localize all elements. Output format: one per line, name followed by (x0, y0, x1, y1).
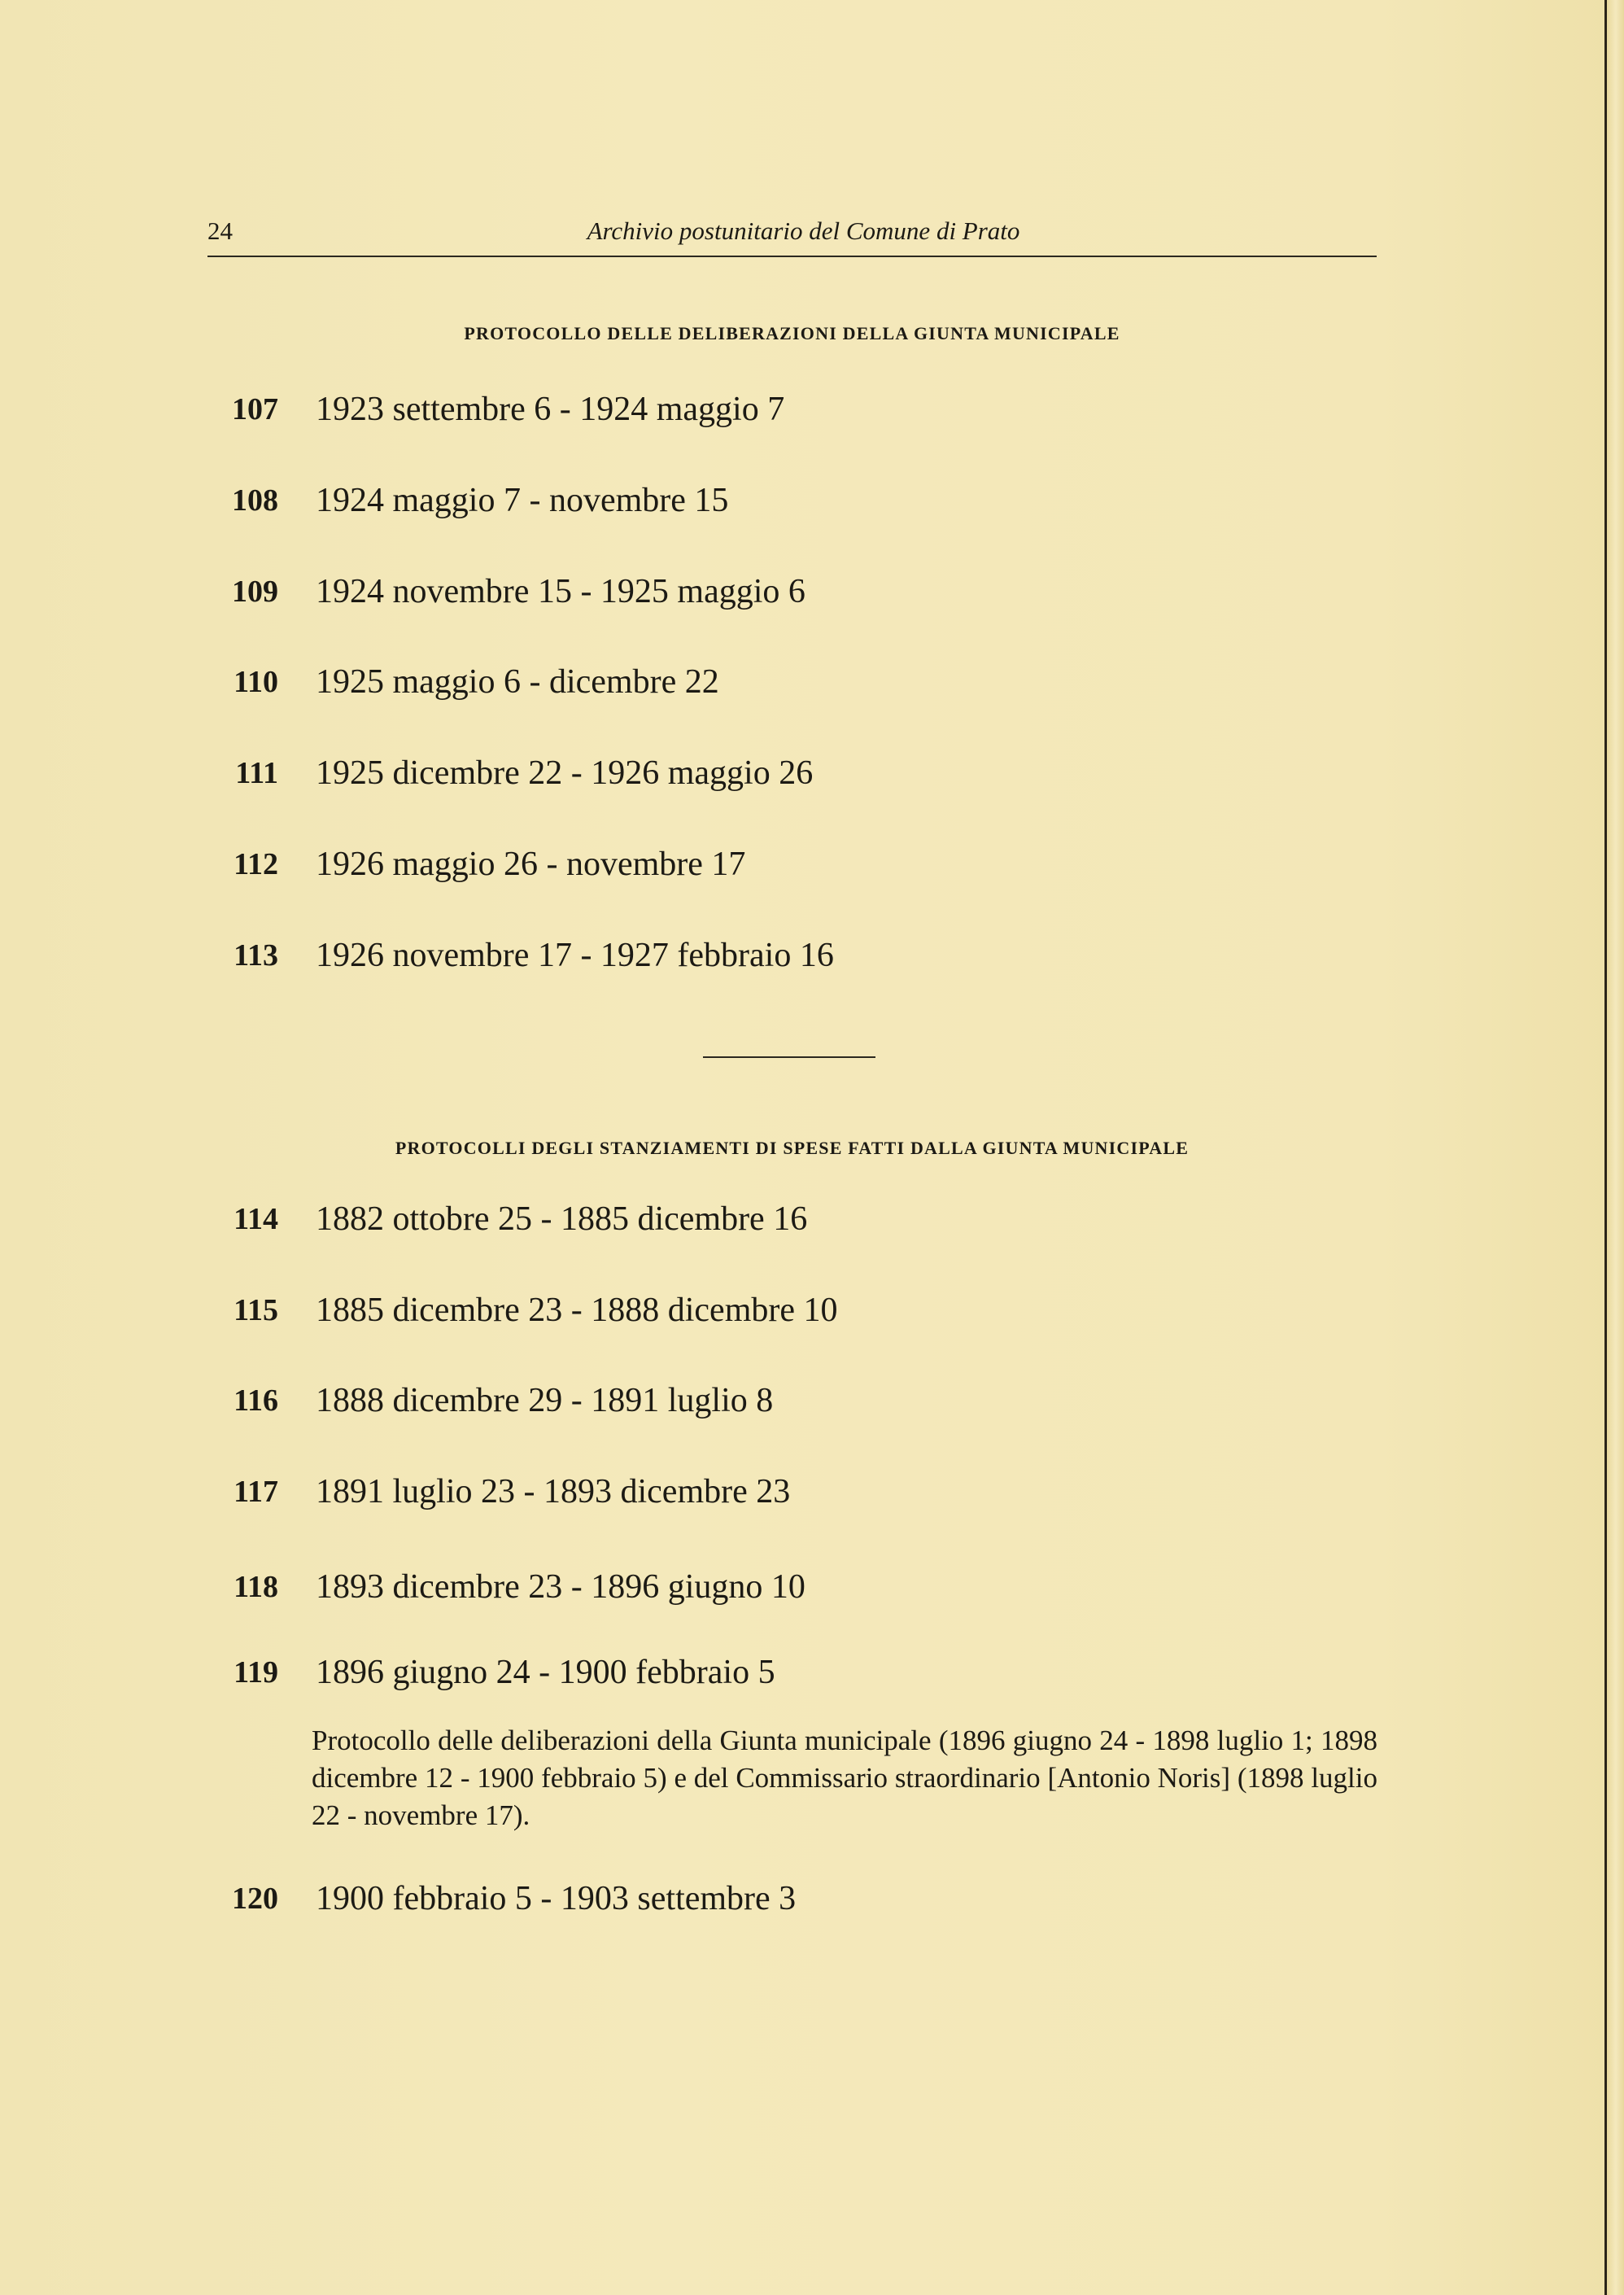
entry-dates: 1924 novembre 15 - 1925 maggio 6 (316, 573, 805, 610)
entry-dates: 1891 luglio 23 - 1893 dicembre 23 (316, 1473, 791, 1510)
entry-number: 116 (234, 1384, 278, 1418)
section-heading-deliberazioni: PROTOCOLLO DELLE DELIBERAZIONI DELLA GIUNTA MUNICIPALE (464, 323, 1120, 343)
entry-number: 112 (234, 847, 278, 881)
entry-dates: 1924 maggio 7 - novembre 15 (316, 482, 729, 519)
entry-number: 120 (232, 1882, 278, 1916)
running-title: Archivio postunitario del Comune di Prato (587, 216, 1020, 245)
entry-number: 113 (234, 938, 278, 973)
entry-dates: 1900 febbraio 5 - 1903 settembre 3 (316, 1880, 797, 1917)
entry-dates: 1926 maggio 26 - novembre 17 (316, 846, 746, 883)
entry-dates: 1882 ottobre 25 - 1885 dicembre 16 (316, 1200, 808, 1238)
entry-number: 119 (234, 1655, 278, 1690)
entry-dates: 1893 dicembre 23 - 1896 giugno 10 (316, 1568, 805, 1606)
entry-dates: 1925 maggio 6 - dicembre 22 (316, 663, 719, 701)
entry-dates: 1926 novembre 17 - 1927 febbraio 16 (316, 937, 834, 974)
entry-number: 108 (232, 483, 278, 518)
entry-dates: 1888 dicembre 29 - 1891 luglio 8 (316, 1382, 774, 1419)
entry-dates: 1885 dicembre 23 - 1888 dicembre 10 (316, 1292, 838, 1329)
page-edge (1604, 0, 1624, 2295)
entry-number: 114 (234, 1202, 278, 1236)
entry-119-description: Protocollo delle deliberazioni della Giunta municipale (1896 giugno 24 - 1898 luglio 1; 1898 dicembre 12 - 1900 febbraio 5) e del Commissario straordinario [Antonio Noris] (1898 luglio 22 - novembre 17). (312, 1725, 1377, 1831)
entry-number: 109 (232, 575, 278, 609)
page-number: 24 (207, 216, 233, 245)
entry-number: 107 (232, 392, 278, 426)
page-header (207, 215, 1377, 257)
entry-number: 110 (234, 665, 278, 699)
entry-number: 111 (235, 756, 278, 790)
entry-dates: 1896 giugno 24 - 1900 febbraio 5 (316, 1654, 775, 1691)
section-divider (703, 1056, 875, 1058)
entry-number: 118 (234, 1570, 278, 1604)
entry-number: 115 (234, 1293, 278, 1327)
section-heading-stanziamenti: PROTOCOLLI DEGLI STANZIAMENTI DI SPESE FATTI DALLA GIUNTA MUNICIPALE (395, 1138, 1190, 1158)
entry-dates: 1925 dicembre 22 - 1926 maggio 26 (316, 754, 814, 792)
entry-number: 117 (234, 1475, 278, 1509)
entry-dates: 1923 settembre 6 - 1924 maggio 7 (316, 391, 785, 428)
